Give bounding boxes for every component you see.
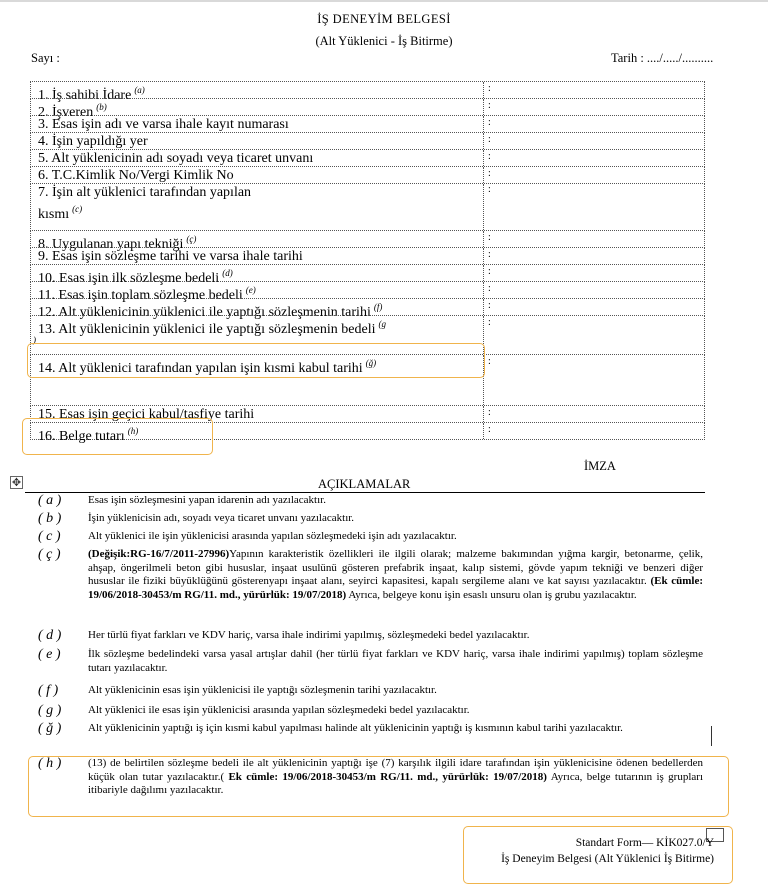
label-cell: [31, 82, 484, 103]
form-row: [30, 149, 707, 166]
footer-form-code: Standart Form— KİK027.0/Y: [575, 837, 714, 849]
note-key: ( g ): [38, 703, 62, 718]
note-text: Alt yüklenicinin esas işin yüklenicisi ile yaptığı sözleşmenin tarihi yazılacaktır.: [88, 684, 437, 696]
value-cell[interactable]: :: [488, 249, 491, 260]
value-cell[interactable]: :: [488, 317, 491, 328]
row-label: 6. T.C.Kimlik No/Vergi Kimlik No: [38, 168, 234, 183]
row-border: [30, 115, 705, 133]
note-text: (13) de belirtilen sözleşme bedeli ile alt yüklenicinin yaptığı işe (7) karşılık ilgili idare tarafından işin yüklenicisine ödenen bedellerden küçük olan tutar yazılacaktır.( Ek cümle: 19/06/2018-30453/m RG/11. md., yürürlük: 19/07/2018) Ayrıca, belge tutarının iş grupları itibariyle dağılımı yazılacaktır.: [88, 757, 703, 796]
label-cell: [31, 184, 484, 230]
row-border: [30, 247, 705, 265]
row-label: 13. Alt yüklenicinin yüklenici ile yaptığı sözleşmenin bedeli $^{(g}$: [38, 319, 386, 337]
row-label: 1. İş sahibi İdare $^{(a)}$: [38, 85, 145, 103]
row-label-continued: ): [33, 335, 36, 345]
form-row: [30, 115, 707, 132]
note-key: ( a ): [38, 493, 62, 508]
row-border: [30, 298, 705, 320]
row-label: 3. Esas işin adı ve varsa ihale kayıt numarası: [38, 117, 289, 132]
value-cell[interactable]: :: [488, 232, 491, 243]
note-text: Alt yüklenicinin yaptığı iş için kısmi kabul yapılması halinde alt yüklenicinin yaptığı iş kısmının kabul tarihi yazılacaktır.: [88, 722, 623, 734]
note-text: Her türlü fiyat farkları ve KDV hariç, varsa ihale indirimi yapılmış, sözleşmedeki bedel yazılacaktır.: [88, 629, 530, 641]
footnote-mark: (c): [72, 204, 83, 214]
row-label: 4. İşin yapıldığı yer: [38, 134, 148, 149]
note-text: Esas işin sözleşmesini yapan idarenin adı yazılacaktır.: [88, 494, 326, 506]
form-row: [30, 298, 707, 320]
notes-title: AÇIKLAMALAR: [318, 477, 411, 491]
note-text: İlk sözleşme bedelindeki varsa yasal artışlar dahil (her türlü fiyat farkları ve KDV hariç, varsa ihale indirimi yapılmış) toplam sözleşme tutarı yazılacaktır.: [88, 648, 703, 674]
form-row: [30, 183, 707, 230]
row-label: 15. Esas işin geçici kabul/tasfiye tarihi: [38, 407, 255, 422]
value-cell[interactable]: :: [488, 266, 491, 277]
label-cell: [31, 167, 484, 183]
label-cell: [31, 248, 484, 264]
highlight-row-13: [27, 343, 485, 378]
row-label: 7. İşin alt yüklenici tarafından yapılan: [38, 185, 252, 200]
footnote-mark: (ç): [186, 234, 197, 244]
footnote-mark: (g: [378, 319, 386, 329]
footnote-mark: (e): [245, 285, 256, 295]
note-text: Alt yüklenici ile işin yüklenicisi arasında yapılan sözleşmedeki işin adı yazılacaktır.: [88, 530, 457, 542]
footnote-mark: (f): [373, 302, 383, 312]
footnote-mark: (h): [127, 426, 139, 436]
value-cell[interactable]: :: [488, 117, 491, 128]
note-text: (Değişik:RG-16/7/2011-27996)Yapının karakteristik özellikleri ile ilgili olarak; malzeme bakımından yığma kargir, betonarme, çelik, ahşap, öngerilmeli beton gibi hususlar, inşaat usulünü gösteren prefabrik inşaat, kalıp sistemi, gövde yapım tekniği ve benzeri diğer hususlar ile fiziki büyüklüğünü gösterenyapı inşaat alanı, seyirci kapasitesi, kapalı sergileme alanı ve kat sayısı yazılacaktır. (Ek cümle: 19/06/2018-30453/m RG/11. md., yürürlük: 19/07/2018) Ayrıca, belgeye konu işin esaslı unsuru olan iş grubu yazılacaktır.: [88, 548, 704, 601]
row-label: 8. Uygulanan yapı tekniği $^{(ç)}$: [38, 234, 197, 252]
label-cell: [31, 299, 484, 320]
row-border: [30, 183, 705, 231]
table-move-handle-icon[interactable]: ✥: [11, 476, 22, 489]
value-cell[interactable]: :: [488, 407, 491, 418]
value-cell[interactable]: :: [488, 168, 491, 179]
note-text: İşin yüklenicisin adı, soyadı veya ticaret unvanı yazılacaktır.: [88, 512, 355, 524]
label-cell: [31, 150, 484, 166]
row-border: [30, 98, 705, 120]
row-border: [30, 230, 705, 252]
row-border: [30, 81, 705, 103]
value-cell[interactable]: :: [488, 300, 491, 311]
note-key: ( d ): [38, 628, 62, 643]
footer-form-name: İş Deneyim Belgesi (Alt Yüklenici İş Bitirme): [501, 853, 714, 865]
value-cell[interactable]: :: [488, 356, 491, 367]
notes-divider: [25, 492, 705, 493]
row-border: [30, 166, 705, 184]
label-cell: [31, 133, 484, 149]
number-field-label: Sayı :: [31, 51, 60, 65]
document-subtitle: (Alt Yüklenici - İş Bitirme): [315, 34, 453, 48]
row-label: 9. Esas işin sözleşme tarihi ve varsa ihale tarihi: [38, 249, 303, 264]
value-cell[interactable]: :: [488, 424, 491, 435]
row-label: 11. Esas işin toplam sözleşme bedeli $^{(e)}$: [38, 285, 256, 303]
form-row: [30, 230, 707, 252]
note-key: ( h ): [38, 756, 62, 771]
form-row: [30, 281, 707, 303]
form-row: [30, 132, 707, 149]
form-row: [30, 81, 707, 103]
row-border: [30, 281, 705, 303]
row-label: 5. Alt yüklenicinin adı soyadı veya ticaret unvanı: [38, 151, 314, 166]
footnote-mark: (d): [222, 268, 233, 278]
value-cell[interactable]: :: [488, 100, 491, 111]
form-row: [30, 166, 707, 183]
footnote-mark: (ğ): [365, 358, 377, 368]
note-key: ( e ): [38, 647, 61, 662]
value-cell[interactable]: :: [488, 151, 491, 162]
label-cell: [31, 282, 484, 303]
note-key: ( c ): [38, 529, 61, 544]
label-cell: [31, 116, 484, 132]
note-key: ( f ): [38, 683, 59, 698]
row-border: [30, 132, 705, 150]
date-field-label: Tarih : ..../...../..........: [611, 51, 714, 65]
value-cell[interactable]: :: [488, 184, 491, 195]
row-border: [30, 264, 705, 286]
text-cursor: [711, 726, 712, 746]
signature-label: İMZA: [584, 459, 616, 473]
document-title: İŞ DENEYİM BELGESİ: [317, 12, 451, 26]
highlight-row-16: [22, 418, 213, 455]
note-text: Alt yüklenici ile esas işin yüklenicisi arasında yapılan sözleşmedeki bedel yazılacaktır.: [88, 704, 470, 716]
label-cell: [31, 231, 484, 252]
row-label: 12. Alt yüklenicinin yüklenici ile yaptığı sözleşmenin tarihi $^{(f)}$: [38, 302, 383, 320]
label-cell: [31, 99, 484, 120]
row-label: 10. Esas işin ilk sözleşme bedeli $^{(d)}$: [38, 268, 233, 286]
note-key: ( b ): [38, 511, 62, 526]
value-cell[interactable]: :: [488, 83, 491, 94]
row-label: 2. İşveren $^{(b)}$: [38, 102, 107, 120]
row-label-continued: kısmı $^{(c)}$: [38, 204, 83, 222]
form-row: [30, 98, 707, 120]
note-key: ( ğ ): [38, 721, 62, 736]
footnote-mark: (a): [134, 85, 145, 95]
form-row: [30, 247, 707, 264]
value-cell[interactable]: :: [488, 134, 491, 145]
row-label: 14. Alt yüklenici tarafından yapılan işin kısmi kabul tarihi $^{(ğ)}$: [38, 358, 377, 376]
footnote-mark: (b): [96, 102, 107, 112]
page-top-border: [0, 0, 768, 2]
row-label: 16. Belge tutarı $^{(h)}$: [38, 426, 139, 444]
label-cell: [31, 265, 484, 286]
value-cell[interactable]: :: [488, 283, 491, 294]
row-border: [30, 149, 705, 167]
note-key: ( ç ): [38, 547, 61, 562]
form-row: [30, 264, 707, 286]
